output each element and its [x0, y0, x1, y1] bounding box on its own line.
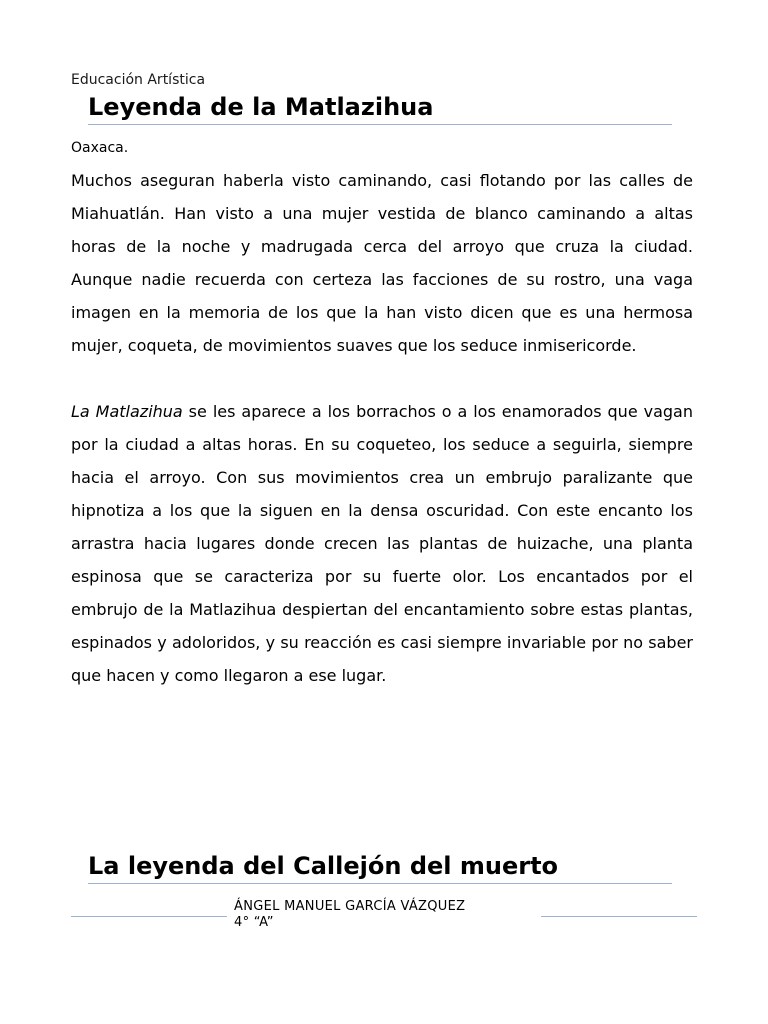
subject-label: Educación Artística	[71, 72, 206, 88]
second-title: La leyenda del Callejón del muerto	[88, 852, 559, 880]
footer-rule-right	[541, 916, 697, 917]
paragraph-2-name: La Matlazihua	[71, 402, 183, 421]
paragraph-2	[71, 395, 693, 692]
location-label: Oaxaca.	[71, 140, 129, 156]
author-grade: 4° “A”	[234, 915, 274, 930]
paragraph-1: Muchos aseguran haberla visto caminando, casi flotando por las calles de Miahuatlán. Han visto a una mujer vestida de blanco caminando a altas horas de la noche y madrugada cerca del arroyo que cruza la ciudad. Aunque nadie recuerda con certeza las facciones de su rostro, una vaga imagen en la memoria de los que la han visto dicen que es una hermosa mujer, coqueta, de movimientos suaves que los seduce inmisericorde.	[71, 171, 693, 355]
footer-rule-left	[71, 916, 227, 917]
page-title: Leyenda de la Matlazihua	[88, 93, 434, 121]
paragraph-2-text: se les aparece a los borrachos o a los enamorados que vagan por la ciudad a altas horas. En su coqueteo, los seduce a seguirla, siempre hacia el arroyo. Con sus movimientos crea un embrujo paralizante que hipnotiza a los que la siguen en la densa oscuridad. Con este encanto los arrastra hacia lugares donde crecen las plantas de huizache, una planta espinosa que se caracteriza por su fuerte olor. Los encantados por el embrujo de la Matlazihua despiertan del encantamiento sobre estas plantas, espinados y adoloridos, y su reacción es casi siempre invariable por no saber que hacen y como llegaron a ese lugar.	[71, 402, 693, 685]
second-title-underline	[88, 883, 672, 884]
author-name: ÁNGEL MANUEL GARCÍA VÁZQUEZ	[234, 899, 466, 914]
author-block	[234, 899, 465, 931]
title-underline	[88, 124, 672, 125]
